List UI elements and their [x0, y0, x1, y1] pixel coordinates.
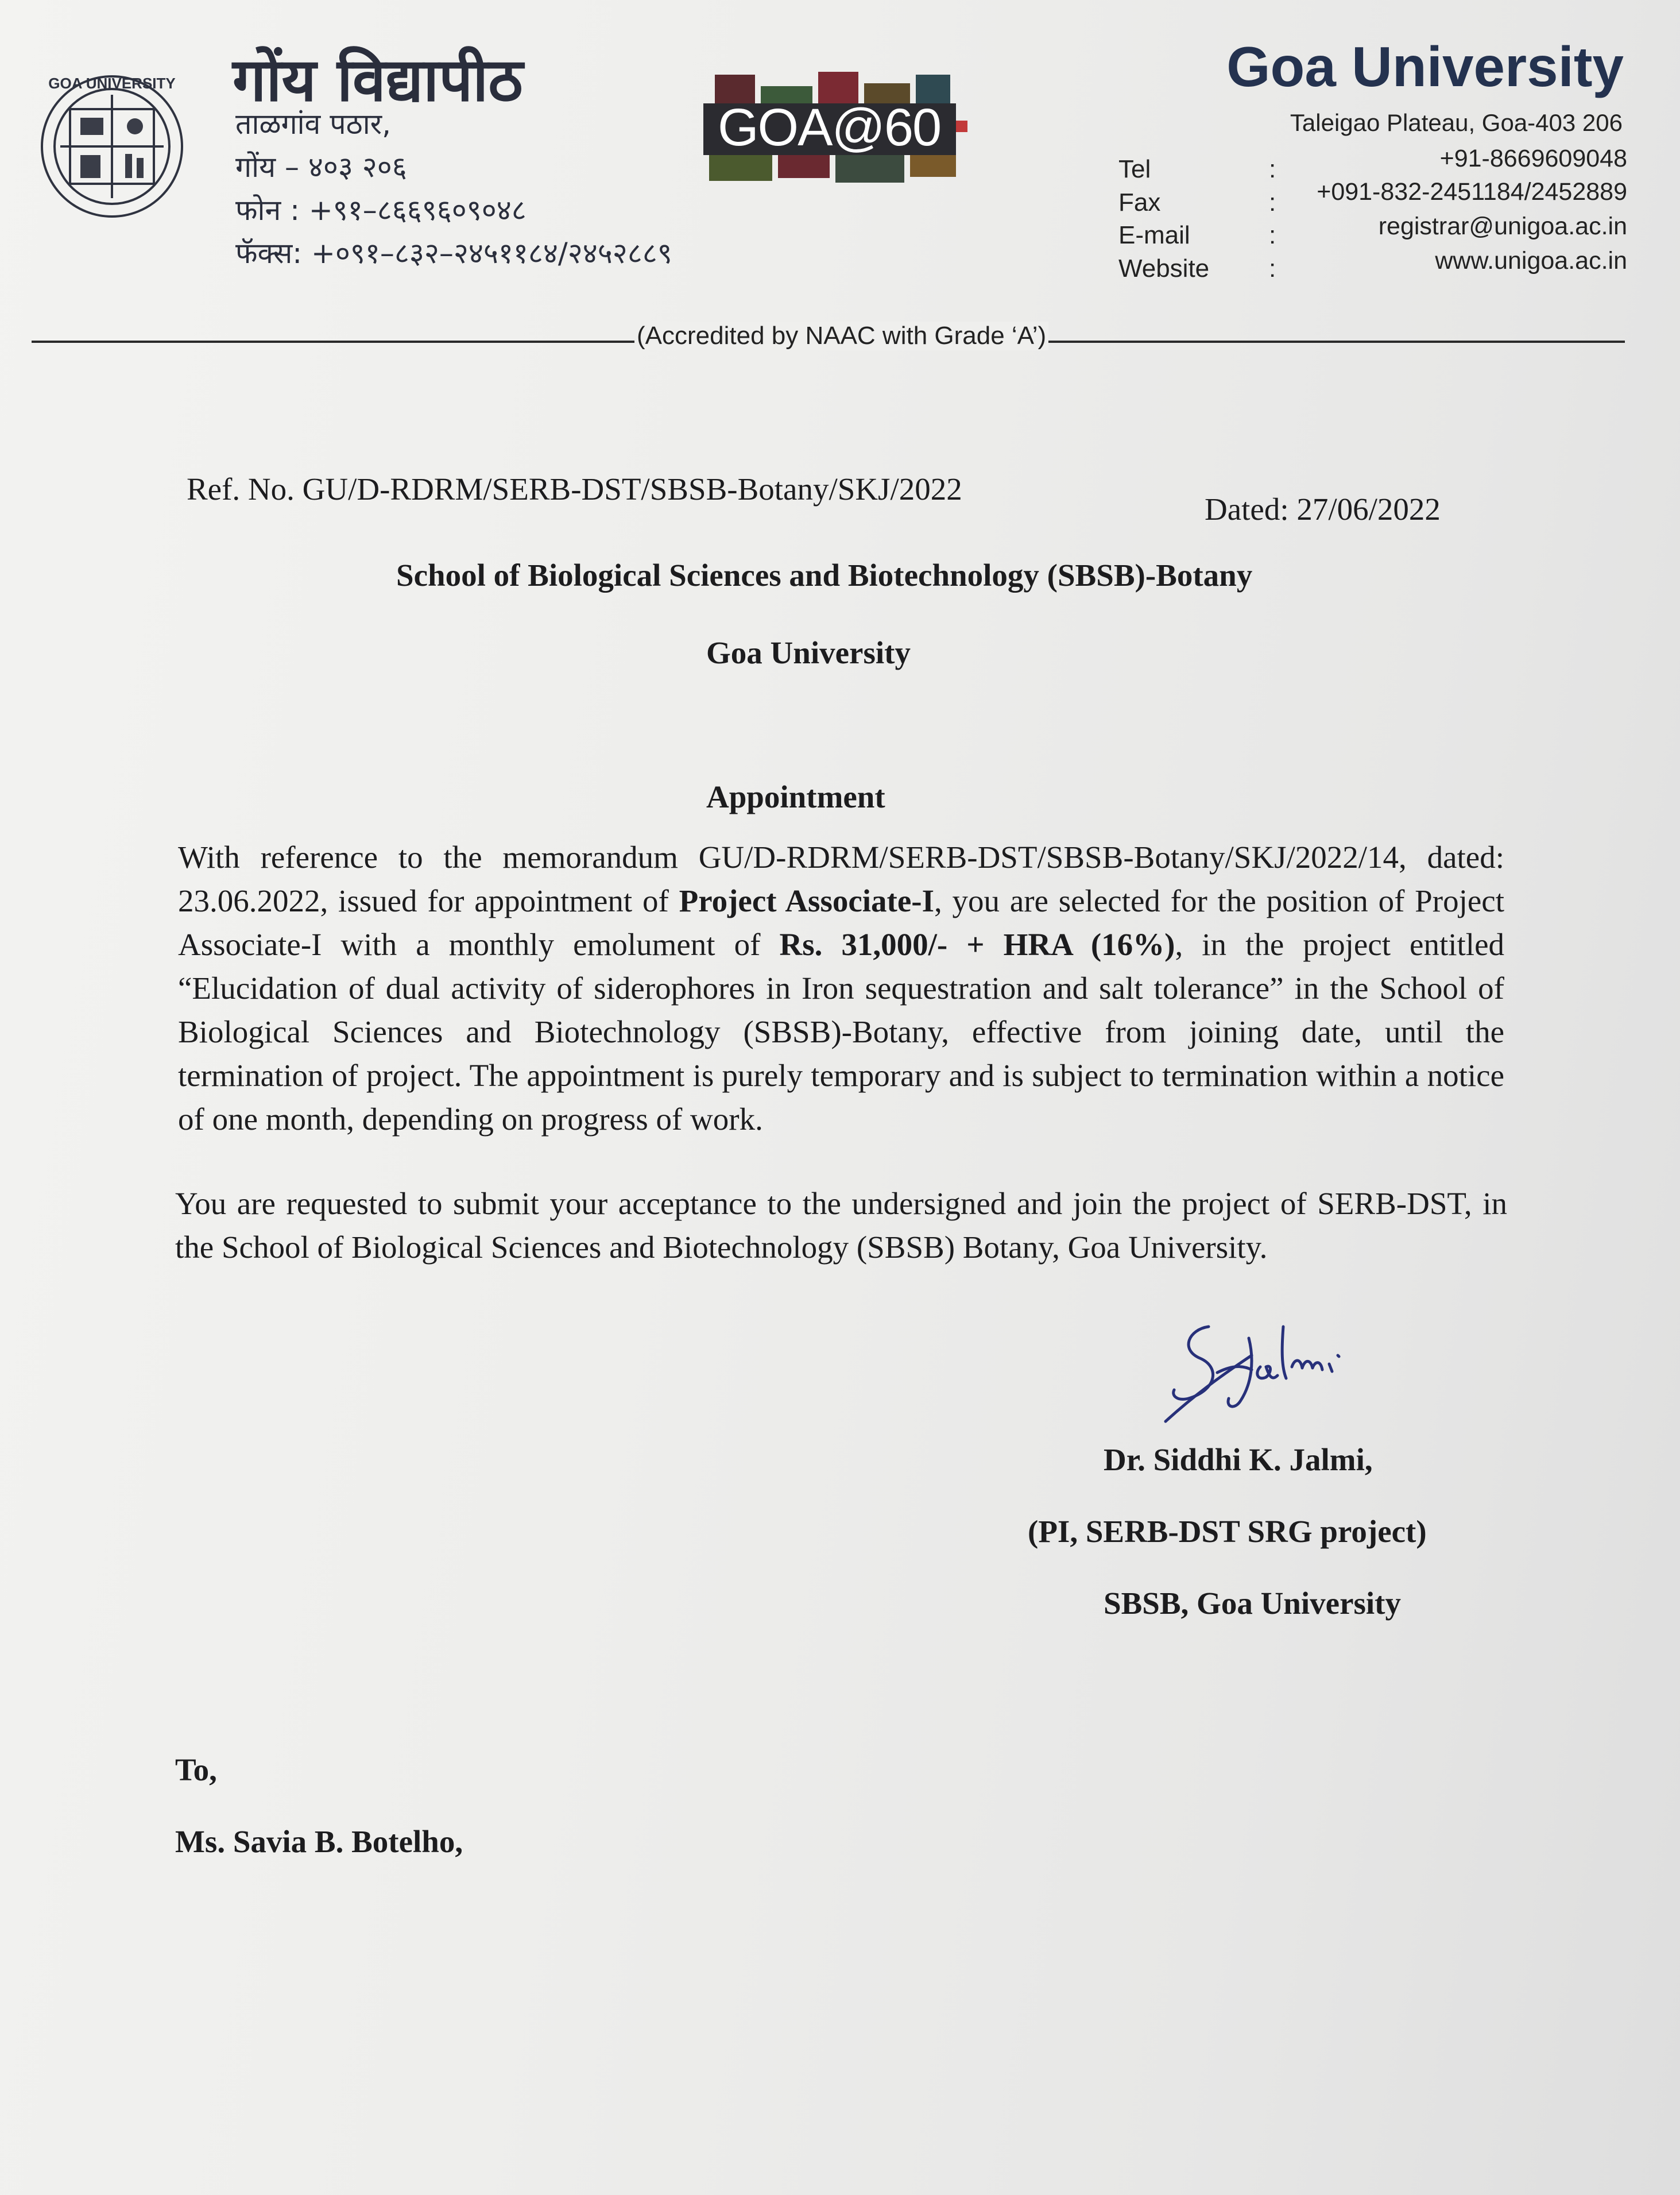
website-label: Website: [1118, 254, 1210, 283]
tel-value: +91-8669609048: [1439, 145, 1627, 172]
colon-separator: :: [1269, 188, 1276, 217]
recipient-name: Ms. Savia B. Botelho,: [175, 1824, 463, 1859]
fax-value: +091-832-2451184/2452889: [1317, 178, 1627, 206]
tel-label: Tel: [1118, 155, 1151, 183]
university-heading: Goa University: [706, 635, 911, 670]
marathi-pincode-line: गोंय – ४०३ २०६: [235, 150, 407, 184]
colon-separator: :: [1269, 254, 1276, 283]
handwritten-signature: [1154, 1304, 1367, 1433]
marathi-fax-line: फॅक्स: +०९१–८३२–२४५११८४/२४५२८८९: [235, 237, 672, 270]
email-value: registrar@unigoa.ac.in: [1378, 212, 1627, 240]
fax-label: Fax: [1118, 188, 1161, 217]
reference-number: Ref. No. GU/D-RDRM/SERB-DST/SBSB-Botany/SKJ/2022: [187, 472, 962, 507]
email-label: E-mail: [1118, 221, 1190, 249]
position-title: Project Associate-I: [679, 883, 934, 918]
colon-separator: :: [1269, 221, 1276, 249]
goa-at-60-text: GOA@60: [718, 98, 941, 157]
signatory-name: Dr. Siddhi K. Jalmi,: [1104, 1442, 1373, 1477]
seal-text: GOA UNIVERSITY: [48, 75, 176, 92]
paragraph-text: , in the project entitled “Elucidation of dual activity of siderophores in Iron sequestration and salt tolerance” in the School of Biological Sciences and Biotechnology (SBSB)-Botany, effective from joining date, until the termination of project. The appointment is purely temporary and is subject to termination within a notice of one month, depending on progress of work.: [178, 927, 1504, 1137]
letter-subject: Appointment: [706, 779, 885, 814]
signatory-role: (PI, SERB-DST SRG project): [1028, 1514, 1427, 1549]
emolument-amount: Rs. 31,000/- + HRA (16%): [779, 927, 1175, 962]
to-label: To,: [175, 1752, 217, 1787]
letter-date: Dated: 27/06/2022: [1205, 492, 1441, 527]
university-name: Goa University: [1226, 35, 1624, 98]
paragraph-text: With reference to the memorandum GU/D-RDRM/SERB-DST/SBSB-Botany/SKJ/2022/14, dated: 23.06.2022, issued for appointment of: [178, 840, 1504, 918]
marathi-university-name: गोंय विद्यापीठ: [233, 45, 523, 115]
paragraph-text: , you are selected for the position of Project Associate-I with a monthly emolument of: [178, 883, 1504, 962]
appointment-paragraph: [178, 836, 1504, 1141]
university-seal-logo: [34, 40, 189, 253]
website-value: www.unigoa.ac.in: [1435, 247, 1627, 275]
marathi-address-line: ताळगांव पठार,: [235, 107, 391, 141]
school-name: School of Biological Sciences and Biotechnology (SBSB)-Botany: [396, 558, 1253, 593]
signatory-organization: SBSB, Goa University: [1104, 1586, 1401, 1621]
marathi-phone-line: फोन : +९१–८६६९६०९०४८: [235, 194, 527, 227]
university-address: Taleigao Plateau, Goa-403 206: [1290, 109, 1623, 136]
accreditation-note: (Accredited by NAAC with Grade ‘A’): [634, 322, 1048, 350]
acceptance-paragraph: You are requested to submit your acceptance to the undersigned and join the project of SERB-DST, in the School of Biological Sciences and Biotechnology (SBSB) Botany, Goa University.: [175, 1186, 1507, 1265]
colon-separator: :: [1269, 155, 1276, 183]
